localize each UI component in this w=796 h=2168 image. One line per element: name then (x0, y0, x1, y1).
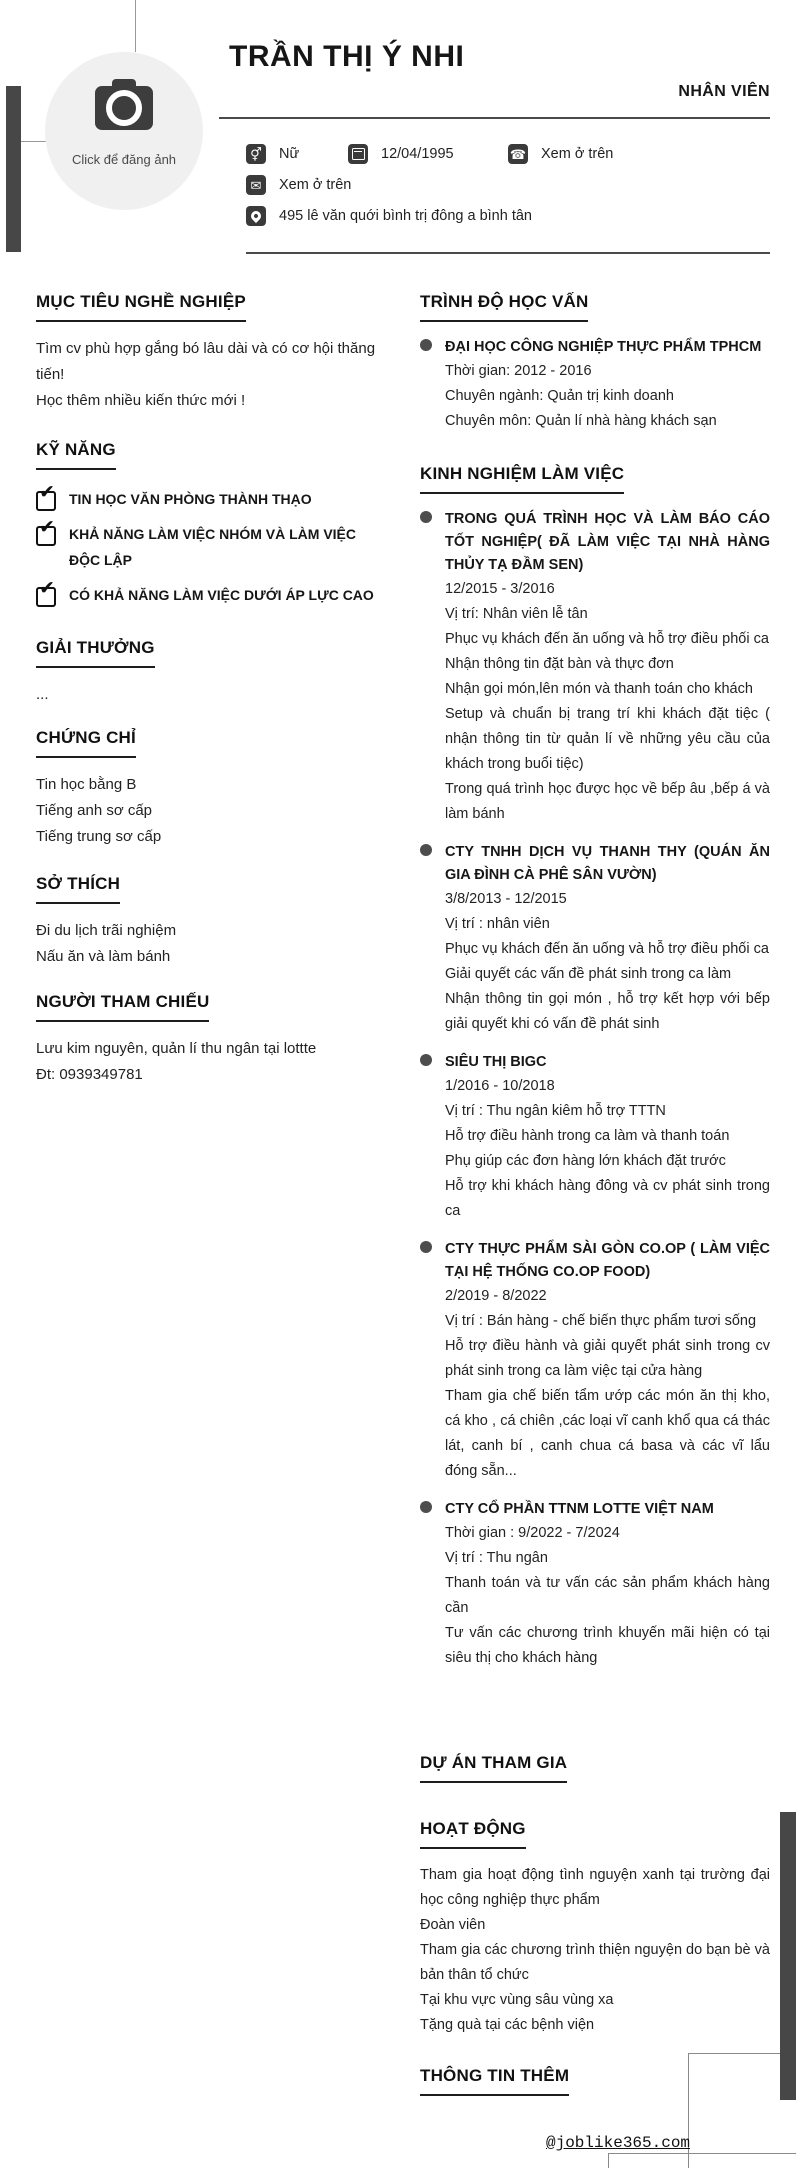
section-projects (420, 1753, 770, 1783)
experience-entry (420, 841, 770, 1037)
section-skills (36, 440, 381, 608)
experience-entry (420, 1498, 770, 1671)
photo-upload-label: Click để đăng ảnh (71, 152, 177, 167)
experience-title: CTY TNHH DỊCH VỤ THANH THY (QUÁN ĂN GIA ĐÌNH CÀ PHÊ SÂN VƯỜN) (445, 844, 770, 883)
bullet-dot (420, 511, 432, 523)
contact-dob (348, 144, 508, 164)
objective-line: Học thêm nhiều kiến thức mới ! (36, 392, 246, 409)
experience-entry (420, 1238, 770, 1484)
checkbox-icon: ✔ (36, 491, 56, 511)
experience-line: Thời gian : 9/2022 - 7/2024 (445, 1525, 620, 1541)
section-awards (36, 638, 381, 708)
certificate-item: Tiếng trung sơ cấp (36, 828, 162, 845)
activities-heading: HOẠT ĐỘNG (420, 1819, 526, 1849)
skill-label: TIN HỌC VĂN PHÒNG THÀNH THẠO (69, 491, 312, 507)
references-heading: NGƯỜI THAM CHIẾU (36, 992, 209, 1022)
phone-value: Xem ở trên (541, 146, 614, 162)
experience-title: CTY THỰC PHẨM SÀI GÒN CO.OP ( LÀM VIỆC TẠI HỆ THỐNG CO.OP FOOD) (445, 1241, 770, 1280)
header-divider (219, 117, 770, 119)
section-hobbies (36, 874, 381, 970)
experience-line: Vị trí: Nhân viên lễ tân (445, 606, 588, 622)
hobby-item: Đi du lịch trãi nghiệm (36, 922, 177, 939)
bottom-overlay-box (608, 2153, 796, 2168)
section-experience (420, 464, 770, 1671)
section-references (36, 992, 381, 1088)
contact-block (246, 143, 770, 236)
activity-line: Tham gia hoạt động tình nguyện xanh tại trường đại học công nghiệp thực phẩm (420, 1867, 770, 1908)
experience-line: Thanh toán và tư vấn các sản phẩm khách hàng cần (445, 1575, 770, 1616)
email-value: Xem ở trên (279, 177, 352, 193)
experience-line: Hỗ trợ điều hành trong ca làm và thanh toán (445, 1128, 730, 1144)
dob-value: 12/04/1995 (381, 146, 454, 162)
contact-email (246, 175, 351, 195)
skill-item (36, 517, 381, 573)
education-entry (420, 336, 770, 434)
projects-heading: DỰ ÁN THAM GIA (420, 1753, 567, 1783)
section-objective (36, 292, 381, 414)
experience-line: Tư vấn các chương trình khuyến mãi hiện có tại siêu thị cho khách hàng (445, 1625, 770, 1666)
checkbox-icon: ✔ (36, 587, 56, 607)
experience-line: Giải quyết các vấn đề phát sinh trong ca làm (445, 966, 732, 982)
contact-address (246, 206, 532, 226)
skill-item (36, 482, 381, 512)
experience-line: Phục vụ khách đến ăn uống và hỗ trợ điều phối ca (445, 631, 769, 647)
mail-icon: ✉ (246, 175, 266, 195)
experience-entry (420, 508, 770, 827)
certificate-item: Tiếng anh sơ cấp (36, 802, 153, 819)
experience-line: 3/8/2013 - 12/2015 (445, 891, 567, 907)
education-title: ĐẠI HỌC CÔNG NGHIỆP THỰC PHẨM TPHCM (445, 339, 762, 355)
camera-lens-icon (106, 90, 142, 126)
address-value: 495 lê văn quới bình trị đông a bình tân (279, 208, 532, 224)
bullet-dot (420, 339, 432, 351)
education-line: Thời gian: 2012 - 2016 (445, 363, 592, 379)
award-item: ... (36, 686, 49, 703)
experience-title: SIÊU THỊ BIGC (445, 1054, 547, 1070)
awards-heading: GIẢI THƯỞNG (36, 638, 155, 668)
objective-line: Tìm cv phù hợp gắng bó lâu dài và có cơ hội thăng tiến! (36, 340, 376, 383)
top-vertical-line (135, 0, 136, 52)
candidate-job-title: NHÂN VIÊN (678, 83, 770, 100)
experience-line: Trong quá trình học được học về bếp âu ,bếp á và làm bánh (445, 781, 770, 822)
cv-body (0, 252, 796, 2096)
section-activities (420, 1819, 770, 2038)
contact-gender (246, 144, 348, 164)
experience-line: Nhận thông tin đặt bàn và thực đơn (445, 656, 674, 672)
checkbox-icon: ✔ (36, 526, 56, 546)
education-line: Chuyên môn: Quản lí nhà hàng khách sạn (445, 413, 717, 429)
gender-value: Nữ (279, 146, 300, 162)
contact-row-3 (246, 205, 770, 227)
contact-phone (508, 144, 613, 164)
experience-title: CTY CỔ PHẦN TTNM LOTTE VIỆT NAM (445, 1501, 714, 1517)
contact-row-1 (246, 143, 770, 165)
section-education (420, 292, 770, 434)
section-certificates (36, 728, 381, 850)
objective-heading: MỤC TIÊU NGHỀ NGHIỆP (36, 292, 246, 322)
activity-line: Tại khu vực vùng sâu vùng xa (420, 1992, 614, 2008)
certificates-heading: CHỨNG CHỈ (36, 728, 136, 758)
bullet-dot (420, 1241, 432, 1253)
bullet-dot (420, 1501, 432, 1513)
experience-line: Vị trí : Bán hàng - chế biến thực phẩm tươi sống (445, 1313, 757, 1329)
additional-info-heading: THÔNG TIN THÊM (420, 2066, 569, 2096)
reference-item: Lưu kim nguyên, quản lí thu ngân tại lottte (36, 1040, 317, 1057)
education-line: Chuyên ngành: Quản trị kinh doanh (445, 388, 674, 404)
experience-line: Vị trí : Thu ngân (445, 1550, 548, 1566)
activity-line: Tặng quà tại các bệnh viện (420, 2017, 595, 2033)
left-accent-bar (6, 86, 21, 252)
photo-upload-placeholder[interactable] (45, 52, 203, 210)
hobbies-heading: SỞ THÍCH (36, 874, 120, 904)
education-heading: TRÌNH ĐỘ HỌC VẤN (420, 292, 588, 322)
activity-line: Đoàn viên (420, 1917, 486, 1933)
calendar-icon (348, 144, 368, 164)
left-column (36, 252, 381, 2096)
experience-title: TRONG QUÁ TRÌNH HỌC VÀ LÀM BÁO CÁO TỐT NGHIỆP( ĐÃ LÀM VIỆC TẠI NHÀ HÀNG THỦY TẠ ĐẦM SEN) (445, 511, 770, 573)
experience-line: Vị trí : nhân viên (445, 916, 550, 932)
experience-entry (420, 1051, 770, 1224)
skill-label: CÓ KHẢ NĂNG LÀM VIỆC DƯỚI ÁP LỰC CAO (69, 587, 374, 603)
skill-item (36, 578, 381, 608)
experience-line: Hỗ trợ khi khách hàng đông và cv phát sinh trong ca (445, 1178, 770, 1219)
bullet-dot (420, 844, 432, 856)
experience-heading: KINH NGHIỆM LÀM VIỆC (420, 464, 624, 494)
experience-line: Phụ giúp các đơn hàng lớn khách đặt trước (445, 1153, 726, 1169)
bullet-dot (420, 1054, 432, 1066)
gender-icon: ⚥ (246, 144, 266, 164)
experience-line: Setup và chuẩn bị trang trí khi khách đặt tiệc ( nhận thông tin từ quản lí về những yêu cầu của khách trong buổi tiệc) (445, 706, 770, 772)
right-column (420, 252, 770, 2096)
reference-item: Đt: 0939349781 (36, 1066, 143, 1083)
location-icon (246, 206, 266, 226)
activity-line: Tham gia các chương trình thiện nguyện do bạn bè và bản thân tổ chức (420, 1942, 770, 1983)
hobby-item: Nấu ăn và làm bánh (36, 948, 171, 965)
certificate-item: Tin học bằng B (36, 776, 137, 793)
phone-icon: ☎ (508, 144, 528, 164)
experience-line: Nhận thông tin gọi món , hỗ trợ kết hợp với bếp giải quyết khi có vấn đề phát sinh (445, 991, 770, 1032)
watermark-link[interactable]: @joblike365.com (546, 2134, 691, 2152)
experience-line: 1/2016 - 10/2018 (445, 1078, 555, 1094)
experience-line: 12/2015 - 3/2016 (445, 581, 555, 597)
contact-row-2 (246, 174, 770, 196)
skills-heading: KỸ NĂNG (36, 440, 116, 470)
camera-icon (95, 86, 153, 130)
candidate-name: TRẦN THỊ Ý NHI (229, 40, 465, 73)
experience-line: Tham gia chế biến tẩm ướp các món ăn thị kho, cá kho , cá chiên ,các loại vĩ canh khổ qua cá thác lát, canh bí , canh chua cá basa và các vĩ lẩu đóng sẵn... (445, 1388, 770, 1479)
experience-line: Nhận gọi món,lên món và thanh toán cho khách (445, 681, 753, 697)
experience-line: Hỗ trợ điều hành và giải quyết phát sinh trong cv phát sinh trong ca làm việc tại cửa hàng (445, 1338, 770, 1379)
right-accent-bar (780, 1812, 796, 2100)
left-connector-line (21, 141, 47, 142)
experience-line: 2/2019 - 8/2022 (445, 1288, 547, 1304)
experience-line: Vị trí : Thu ngân kiêm hỗ trợ TTTN (445, 1103, 666, 1119)
experience-line: Phục vụ khách đến ăn uống và hỗ trợ điều phối ca (445, 941, 769, 957)
skill-label: KHẢ NĂNG LÀM VIỆC NHÓM VÀ LÀM VIỆC ĐỘC LẬP (69, 526, 356, 568)
